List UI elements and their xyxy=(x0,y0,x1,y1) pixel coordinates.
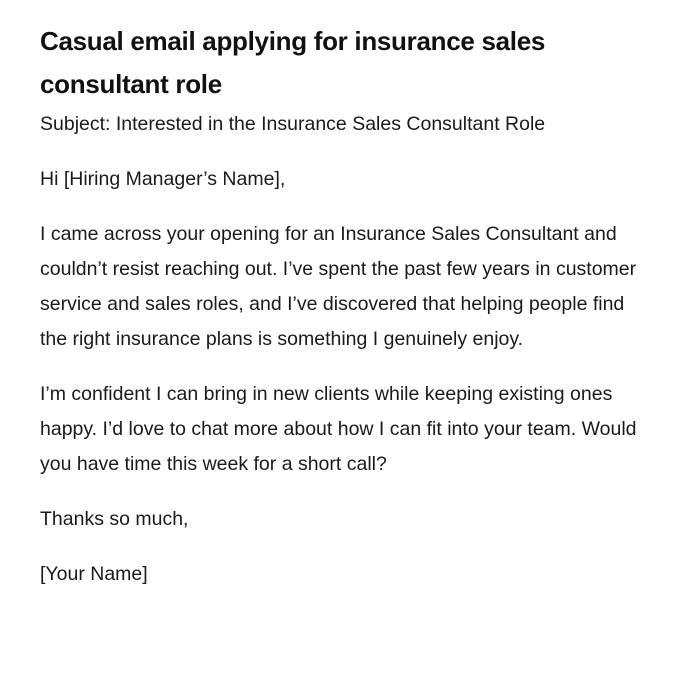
email-closing: Thanks so much, xyxy=(40,508,189,530)
email-document xyxy=(40,20,650,592)
email-signature: [Your Name] xyxy=(40,563,148,585)
email-greeting: Hi [Hiring Manager’s Name], xyxy=(40,168,286,190)
email-subject-line: Subject: Interested in the Insurance Sales Consultant Role xyxy=(40,113,546,135)
email-body-paragraph: I came across your opening for an Insurance Sales Consultant and couldn’t resist reaching out. I’ve spent the past few years in customer service and sales roles, and I’ve discovered that helping people find the right insurance plans is something I genuinely enjoy. xyxy=(40,223,637,350)
email-body-paragraph: I’m confident I can bring in new clients while keeping existing ones happy. I’d love to chat more about how I can fit into your team. Would you have time this week for a short call? xyxy=(40,383,637,475)
document-title: Casual email applying for insurance sales consultant role xyxy=(40,26,546,99)
